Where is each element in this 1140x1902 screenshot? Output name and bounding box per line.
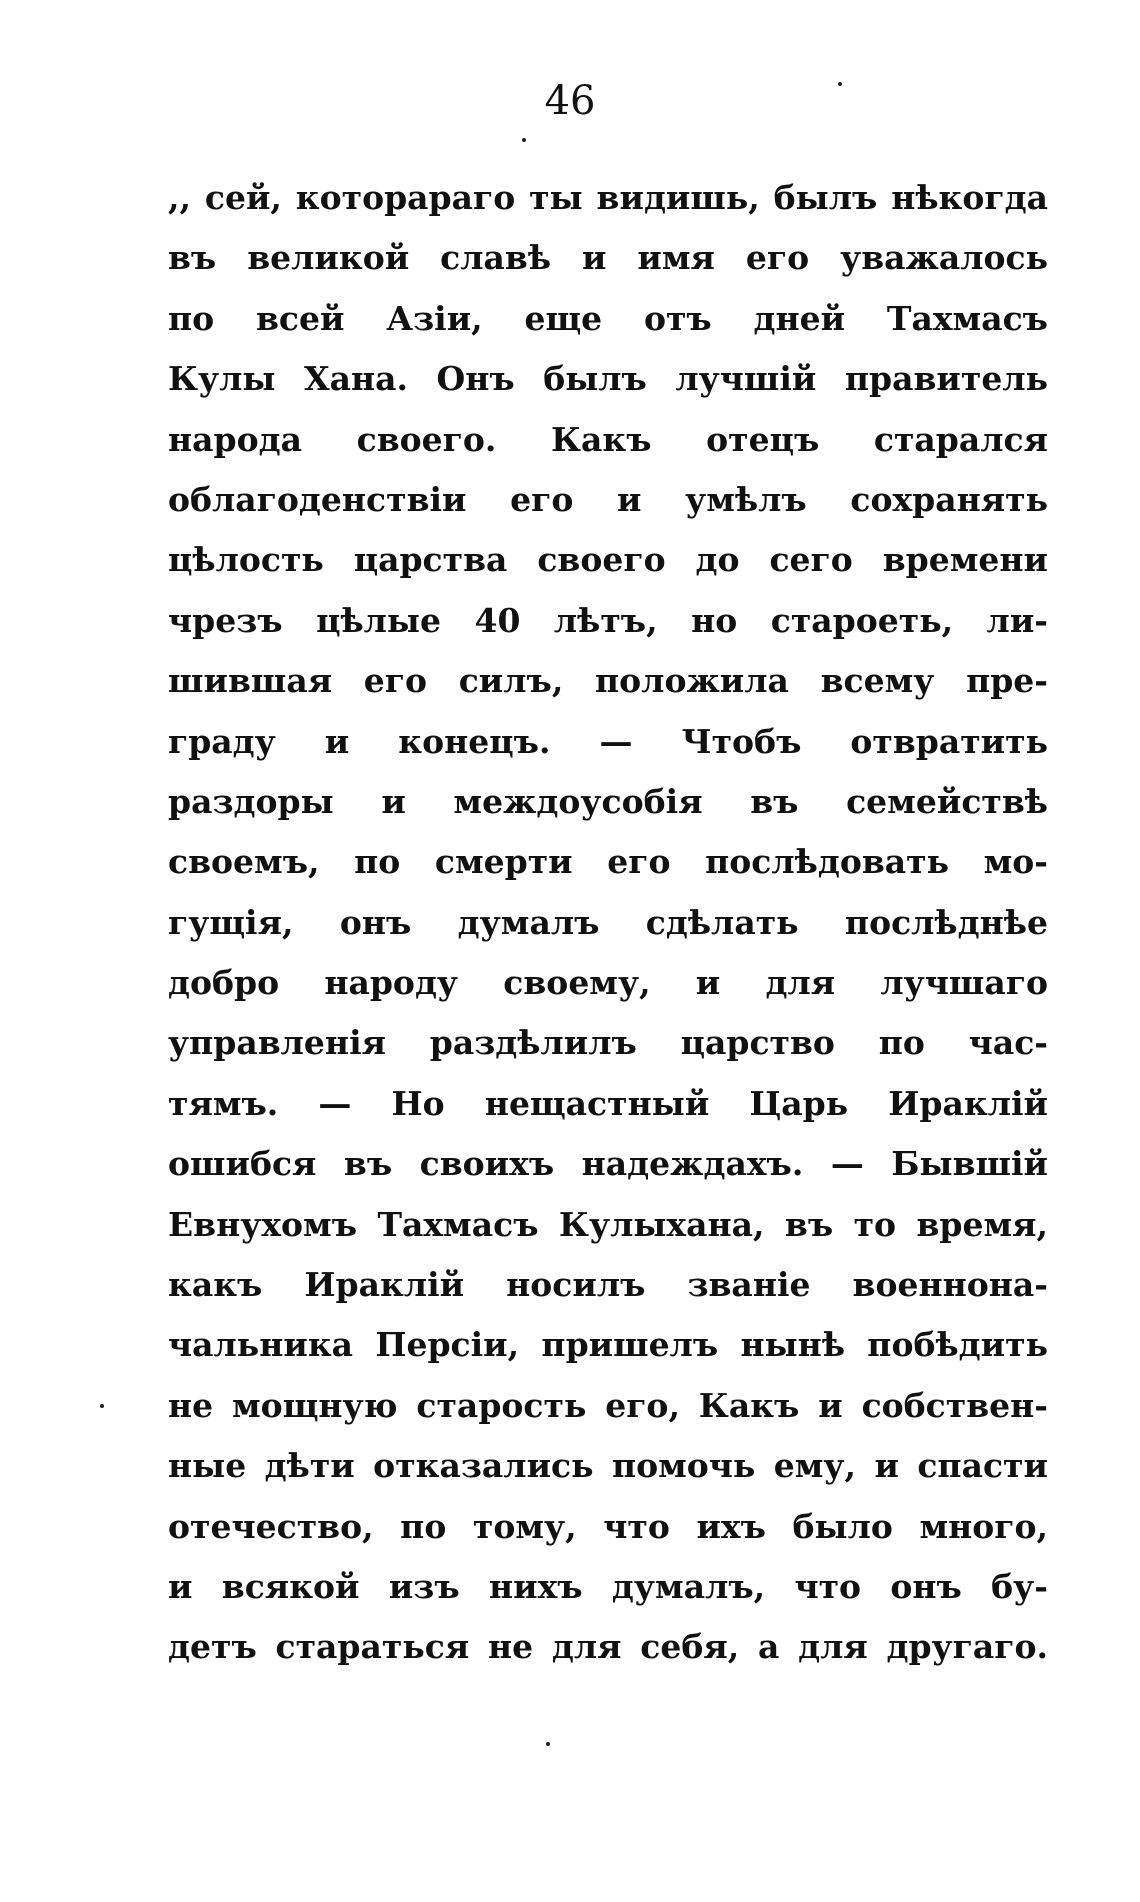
text-line: ошибся въ своихъ надеждахъ. — Бывшій: [168, 1144, 1048, 1184]
text-line: своемъ, по смерти его послѣдовать мо-: [168, 842, 1048, 882]
ink-speck: [522, 138, 526, 142]
text-line: чальника Персіи, пришелъ нынѣ побѣдить: [168, 1325, 1048, 1365]
text-line: ,, сей, которараго ты видишь, былъ нѣкогда: [168, 178, 1048, 217]
body-text: [168, 168, 1048, 1678]
text-line: по всей Азіи, еще отъ дней Тахмасъ: [168, 298, 1048, 338]
text-line: тямъ. — Но нещастный Царь Ираклій: [168, 1083, 1048, 1123]
text-line: и всякой изъ нихъ думалъ, что онъ бу-: [168, 1566, 1048, 1606]
text-line: добро народу своему, и для лучшаго: [168, 963, 1048, 1003]
text-line: чрезъ цѣлые 40 лѣтъ, но староеть, ли-: [168, 600, 1048, 640]
ink-speck: [546, 1742, 550, 1746]
text-line: облагоденствіи его и умѣлъ сохранять: [168, 479, 1048, 519]
text-line: Евнухомъ Тахмасъ Кулыхана, въ то время,: [168, 1204, 1048, 1244]
text-line: не мощную старость его, Какъ и собствен-: [168, 1385, 1048, 1425]
ink-speck: [100, 1404, 104, 1408]
text-line: шившая его силъ, положила всему пре-: [168, 661, 1048, 701]
ink-speck: [838, 82, 842, 86]
text-line: раздоры и междоусобія въ семействѣ: [168, 781, 1048, 821]
text-line: отечество, по тому, что ихъ было много,: [168, 1506, 1048, 1546]
text-line: народа своего. Какъ отецъ старался: [168, 419, 1048, 459]
text-line: какъ Ираклій носилъ званіе военнона-: [168, 1265, 1048, 1305]
text-line: гущія, онъ думалъ сдѣлать послѣднѣе: [168, 902, 1048, 942]
text-line: цѣлость царства своего до сего времени: [168, 540, 1048, 580]
text-line: Кулы Хана. Онъ былъ лучшій правитель: [168, 359, 1048, 399]
page-number: 46: [544, 78, 596, 124]
text-line: ные дѣти отказались помочь ему, и спасти: [168, 1446, 1048, 1486]
text-line: детъ стараться не для себя, а для другаго.: [168, 1627, 1048, 1667]
text-line: въ великой славѣ и имя его уважалось: [168, 238, 1048, 278]
text-line: граду и конецъ. — Чтобъ отвратить: [168, 721, 1048, 761]
text-line: управленія раздѣлилъ царство по час-: [168, 1023, 1048, 1063]
